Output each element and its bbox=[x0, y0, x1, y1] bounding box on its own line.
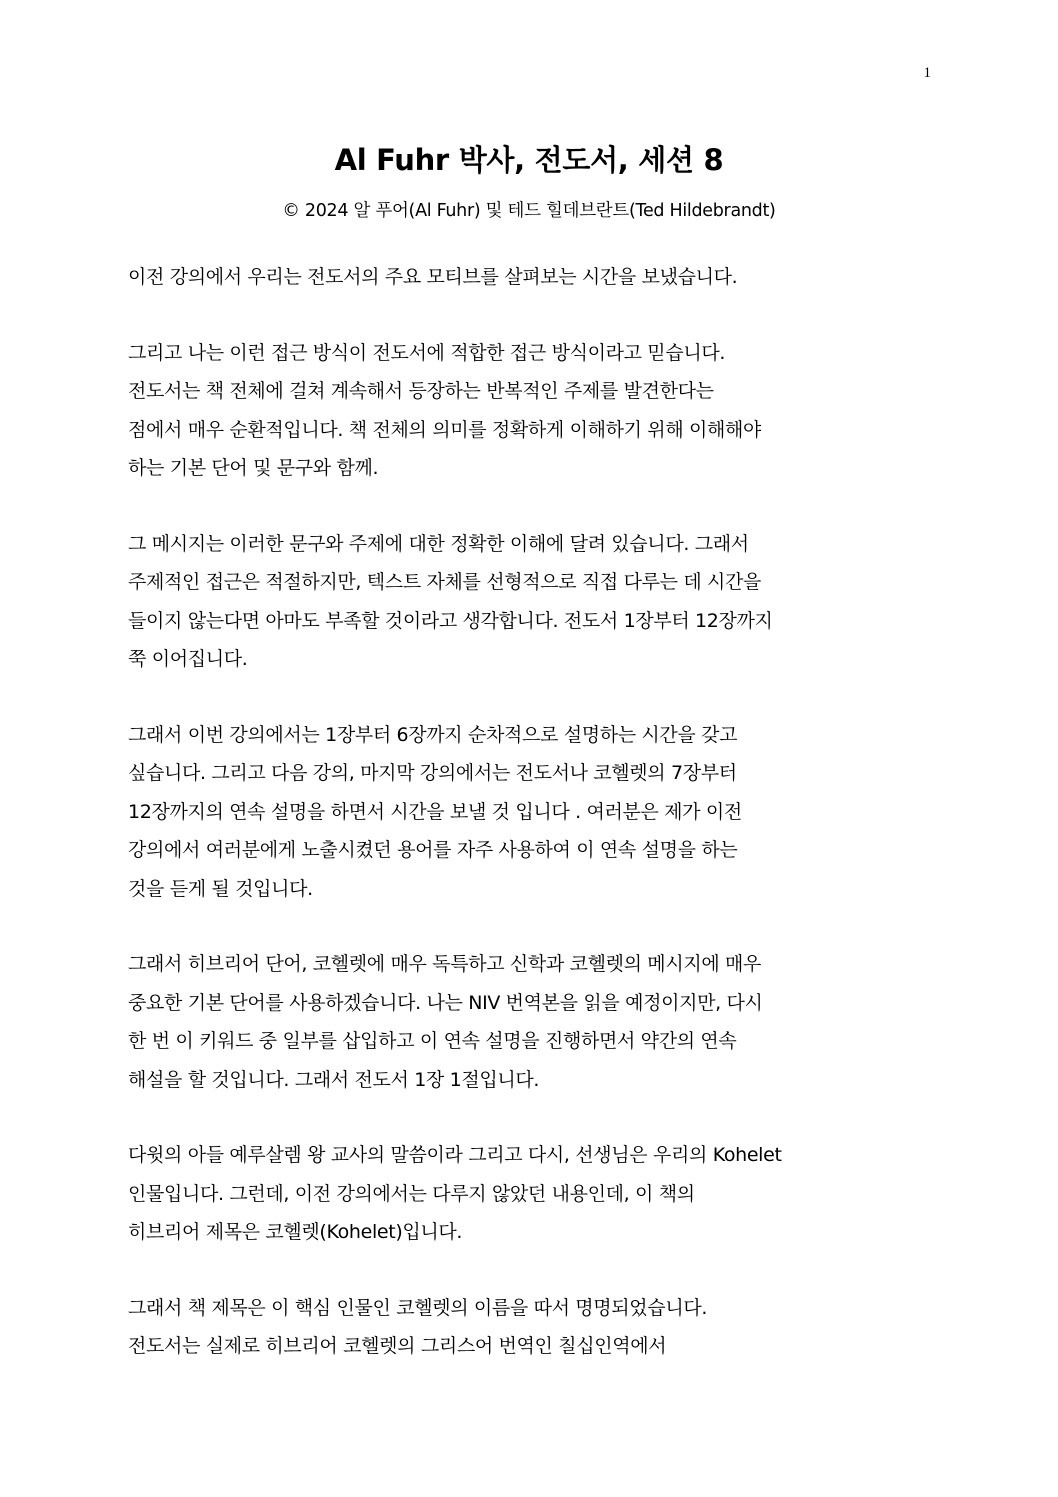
text-line: 그래서 히브리어 단어, 코헬렛에 매우 독특하고 신학과 코헬렛의 메시지에 매우 bbox=[128, 953, 762, 975]
text-line: 그 메시지는 이러한 문구와 주제에 대한 정확한 이해에 달려 있습니다. 그래서 bbox=[128, 532, 749, 555]
text-line: 그리고 나는 이런 접근 방식이 전도서에 적합한 접근 방식이라고 믿습니다. bbox=[128, 341, 726, 364]
paragraph-3 bbox=[128, 525, 938, 679]
text-line: 12장까지의 연속 설명을 하면서 시간을 보낼 것 입니다 . 여러분은 제가 이전 bbox=[128, 800, 742, 823]
text-line: 한 번 이 키워드 중 일부를 삽입하고 이 연속 설명을 진행하면서 약간의 연속 bbox=[128, 1030, 737, 1052]
text-line: 들이지 않는다면 아마도 부족할 것이라고 생각합니다. 전도서 1장부터 12장까지 bbox=[128, 609, 773, 632]
text-line: 것을 듣게 될 것입니다. bbox=[128, 877, 313, 900]
text-line: 해설을 할 것입니다. 그래서 전도서 1장 1절입니다. bbox=[128, 1068, 540, 1091]
text-line: 싶습니다. 그리고 다음 강의, 마지막 강의에서는 전도서나 코헬렛의 7장부터 bbox=[128, 762, 737, 784]
paragraph-4 bbox=[128, 716, 938, 909]
text-line: 이전 강의에서 우리는 전도서의 주요 모티브를 살펴보는 시간을 보냈습니다. bbox=[128, 266, 738, 288]
text-line: 전도서는 책 전체에 걸쳐 계속해서 등장하는 반복적인 주제를 발견한다는 bbox=[128, 380, 714, 402]
paragraph-7 bbox=[128, 1289, 938, 1366]
paragraph-5 bbox=[128, 945, 938, 1099]
text-line: 하는 기본 단어 및 문구와 함께. bbox=[128, 457, 379, 479]
page-number: 1 bbox=[923, 65, 931, 81]
text-line: 주제적인 접근은 적절하지만, 텍스트 자체를 선형적으로 직접 다루는 데 시간을 bbox=[128, 571, 762, 593]
text-line: 그래서 이번 강의에서는 1장부터 6장까지 순차적으로 설명하는 시간을 갖고 bbox=[128, 723, 738, 746]
paragraph-2 bbox=[128, 334, 938, 488]
text-line: 인물입니다. 그런데, 이전 강의에서는 다루지 않았던 내용인데, 이 책의 bbox=[128, 1182, 695, 1205]
text-line: 강의에서 여러분에게 노출시켰던 용어를 자주 사용하여 이 연속 설명을 하는 bbox=[128, 839, 738, 861]
text-line: 중요한 기본 단어를 사용하겠습니다. 나는 NIV 번역본을 읽을 예정이지만, 다시 bbox=[128, 991, 763, 1014]
text-line: 점에서 매우 순환적입니다. 책 전체의 의미를 정확하게 이해하기 위해 이해해야 bbox=[128, 418, 762, 441]
paragraph-1 bbox=[128, 258, 938, 297]
copyright-line: © 2024 알 푸어(Al Fuhr) 및 테드 힐데브란트(Ted Hildebrandt) bbox=[282, 201, 776, 221]
text-line: 히브리어 제목은 코헬렛(Kohelet)입니다. bbox=[128, 1221, 463, 1243]
text-line: 그래서 책 제목은 이 핵심 인물인 코헬렛의 이름을 따서 명명되었습니다. bbox=[128, 1296, 708, 1319]
text-line: 다윗의 아들 예루살렘 왕 교사의 말씀이라 그리고 다시, 선생님은 우리의 Kohelet bbox=[128, 1144, 782, 1166]
text-line: 쭉 이어집니다. bbox=[128, 648, 248, 670]
paragraph-6 bbox=[128, 1136, 938, 1252]
document-body bbox=[128, 258, 938, 1403]
text-line: 전도서는 실제로 히브리어 코헬렛의 그리스어 번역인 칠십인역에서 bbox=[128, 1335, 667, 1357]
document-title: Al Fuhr 박사, 전도서, 세션 8 bbox=[334, 143, 724, 177]
